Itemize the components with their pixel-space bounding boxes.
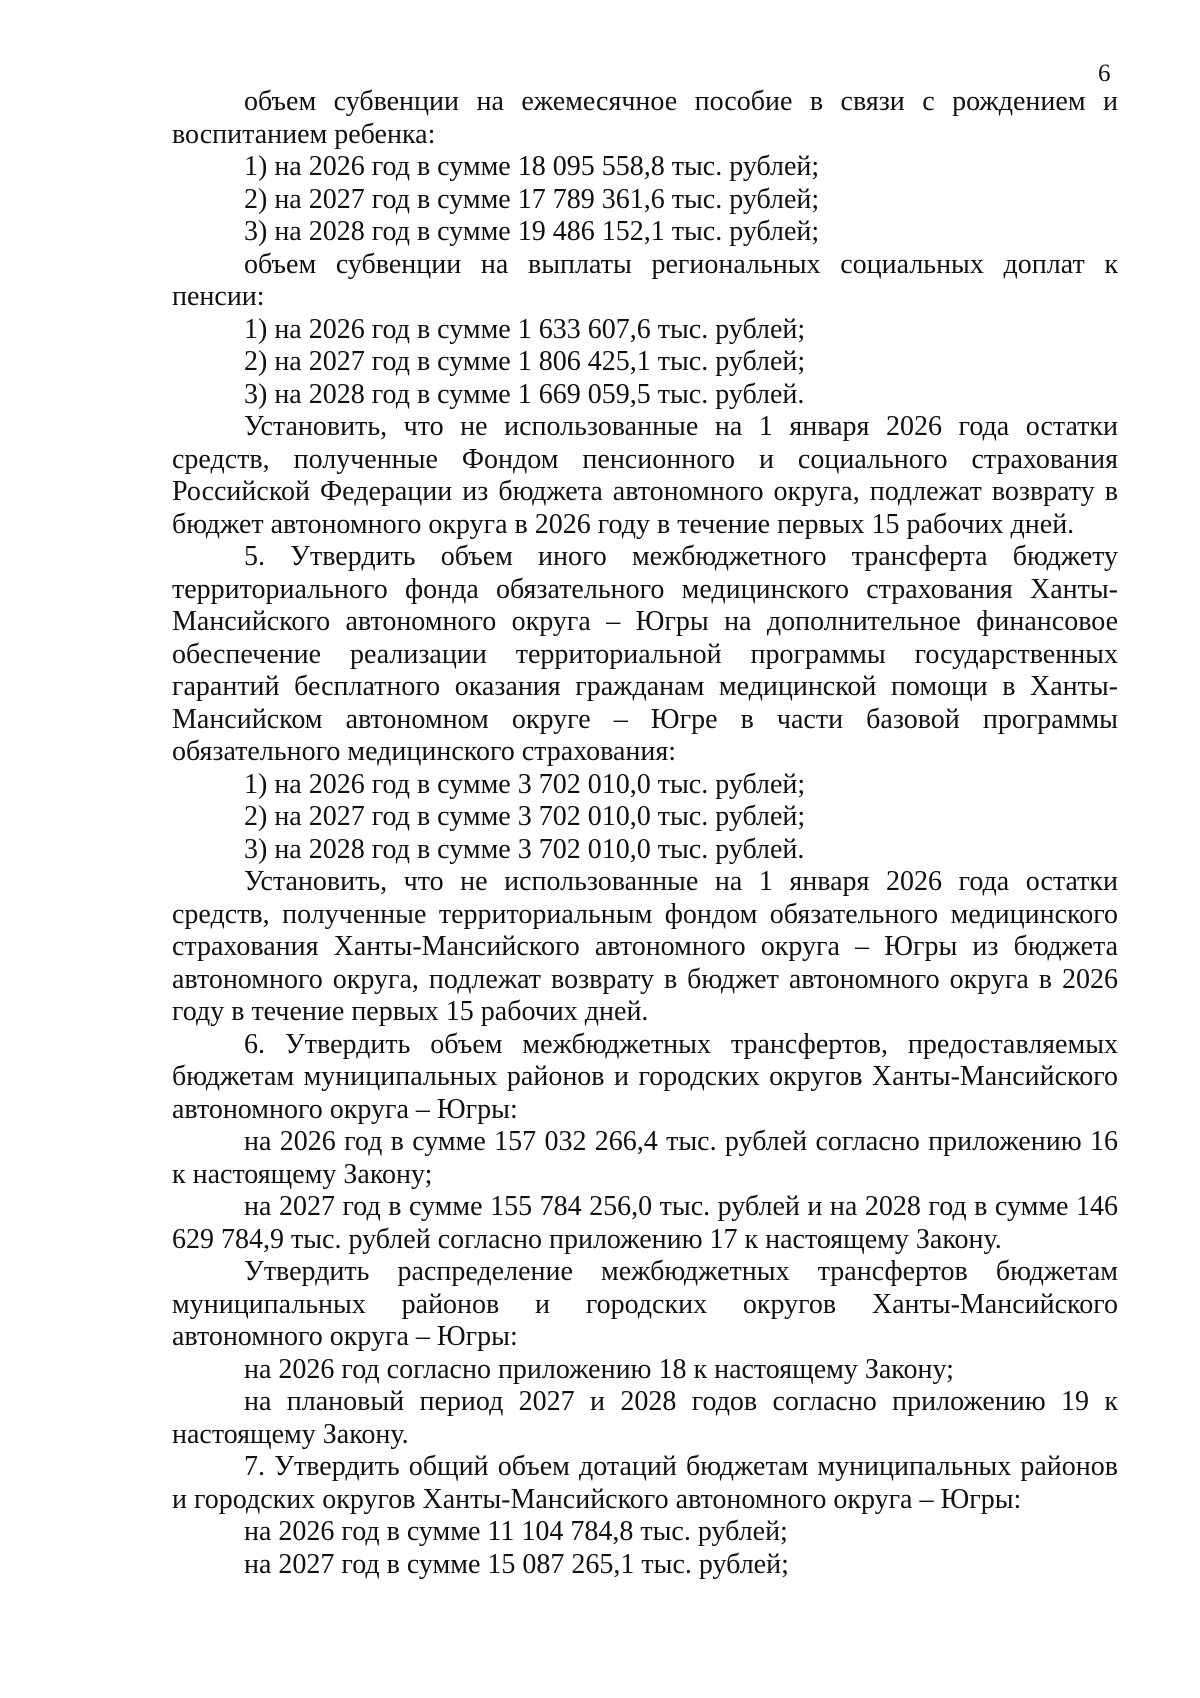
paragraph: 6. Утвердить объем межбюджетных трансфертов, предоставляемых бюджетам муниципальных районов и городских округов Ханты-Мансийского автономного округа – Югры:: [172, 1028, 1118, 1125]
paragraph: 2) на 2027 год в сумме 3 702 010,0 тыс. рублей;: [244, 801, 806, 832]
paragraph: Установить, что не использованные на 1 января 2026 года остатки средств, полученные территориальным фондом обязательного медицинского страхования Ханты-Мансийского автономного округа – Югры из бюджета автономного округа, подлежат возврату в бюджет автономного округа в 2026 году в течение первых 15 рабочих дней.: [172, 866, 1118, 1027]
paragraph: на 2027 год в сумме 155 784 256,0 тыс. рублей и на 2028 год в сумме 146 629 784,9 тыс. рублей согласно приложению 17 к настоящему Закону.: [172, 1191, 1118, 1255]
paragraph: 3) на 2028 год в сумме 3 702 010,0 тыс. рублей.: [244, 833, 805, 865]
paragraph: на 2026 год в сумме 157 032 266,4 тыс. рублей согласно приложению 16 к настоящему Закону;: [172, 1126, 1118, 1190]
paragraph: 1) на 2026 год в сумме 18 095 558,8 тыс. рублей;: [244, 151, 820, 182]
document-body: [172, 86, 1118, 1581]
paragraph: 2) на 2027 год в сумме 1 806 425,1 тыс. рублей;: [244, 346, 806, 377]
paragraph: объем субвенции на ежемесячное пособие в связи с рождением и воспитанием ребенка:: [172, 86, 1118, 150]
paragraph: на плановый период 2027 и 2028 годов согласно приложению 19 к настоящему Закону.: [172, 1386, 1118, 1450]
paragraph: на 2027 год в сумме 15 087 265,1 тыс. рублей;: [244, 1548, 789, 1580]
paragraph: 2) на 2027 год в сумме 17 789 361,6 тыс. рублей;: [244, 183, 820, 215]
paragraph: 1) на 2026 год в сумме 1 633 607,6 тыс. рублей;: [244, 313, 806, 345]
paragraph: 3) на 2028 год в сумме 19 486 152,1 тыс. рублей;: [244, 216, 820, 247]
paragraph: 1) на 2026 год в сумме 3 702 010,0 тыс. рублей;: [244, 768, 806, 800]
paragraph: Установить, что не использованные на 1 января 2026 года остатки средств, полученные Фондом пенсионного и социального страхования Российской Федерации из бюджета автономного округа, подлежат возврату в бюджет автономного округа в 2026 году в течение первых 15 рабочих дней.: [172, 411, 1118, 540]
page-number: 6: [1098, 60, 1111, 87]
paragraph: на 2026 год в сумме 11 104 784,8 тыс. рублей;: [244, 1516, 788, 1547]
paragraph: 5. Утвердить объем иного межбюджетного трансферта бюджету территориального фонда обязательного медицинского страхования Ханты-Мансийского автономного округа – Югры на дополнительное финансовое обеспечение реализации территориальной программы государственных гарантий бесплатного оказания гражданам медицинской помощи в Ханты-Мансийском автономном округе – Югре в части базовой программы обязательного медицинского страхования:: [172, 541, 1118, 767]
paragraph: 7. Утвердить общий объем дотаций бюджетам муниципальных районов и городских округов Ханты-Мансийского автономного округа – Югры:: [172, 1451, 1118, 1515]
paragraph: Утвердить распределение межбюджетных трансфертов бюджетам муниципальных районов и городских округов Ханты-Мансийского автономного округа – Югры:: [172, 1256, 1118, 1352]
paragraph: 3) на 2028 год в сумме 1 669 059,5 тыс. рублей.: [244, 378, 805, 410]
paragraph: объем субвенции на выплаты региональных социальных доплат к пенсии:: [172, 248, 1118, 312]
paragraph: на 2026 год согласно приложению 18 к настоящему Закону;: [244, 1353, 954, 1385]
